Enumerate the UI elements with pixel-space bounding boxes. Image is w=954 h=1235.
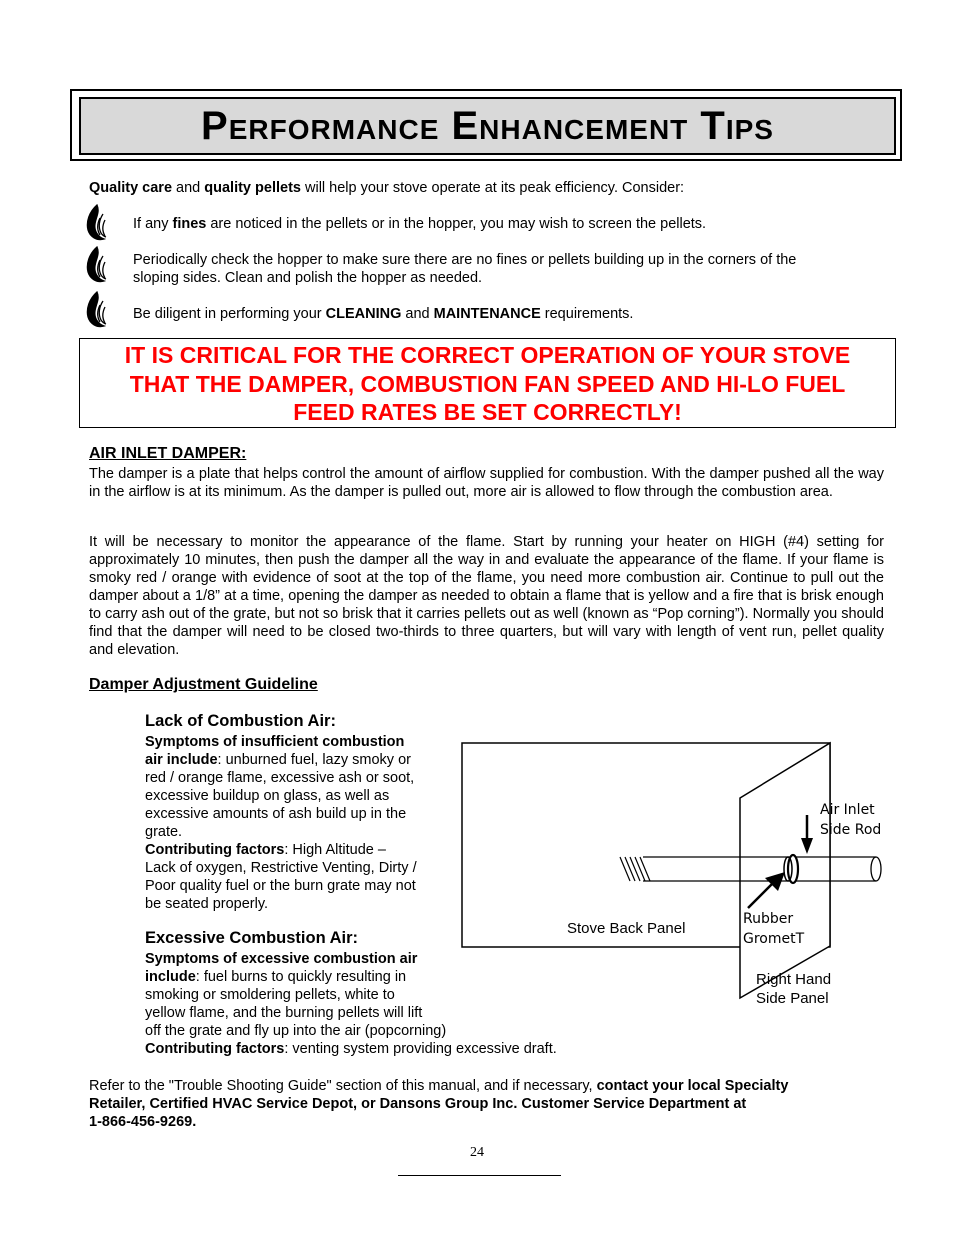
footer-bold-line-3: 1-866-456-9269. <box>89 1114 197 1130</box>
bullet-2-line-2: sloping sides. Clean and polish the hopper as needed. <box>133 270 483 286</box>
bullet-1 <box>133 215 706 233</box>
lack-factors-line: : High Altitude – <box>284 842 386 858</box>
page-title: Performance Enhancement Tips <box>201 104 774 148</box>
page-number: 24 <box>470 1145 484 1160</box>
excess-line: smoking or smoldering pellets, white to <box>145 987 395 1003</box>
flame-bullet-icon <box>85 246 107 284</box>
lack-line: excessive buildup on glass, as well as <box>145 788 390 804</box>
guideline-heading: Damper Adjustment Guideline <box>89 676 318 693</box>
air-inlet-label-2: Side Rod <box>820 822 882 838</box>
lack-factors-line: Poor quality fuel or the burn grate may not <box>145 878 416 894</box>
critical-line-2: THAT THE DAMPER, COMBUSTION FAN SPEED AND HI-LO FUEL <box>129 370 846 397</box>
critical-line-3: FEED RATES BE SET CORRECTLY! <box>293 399 682 425</box>
bullet-1-bold: fines <box>172 216 207 232</box>
excess-factors-text: : venting system providing excessive draft. <box>284 1041 557 1057</box>
lack-factors-line: be seated properly. <box>145 896 269 912</box>
footer-bold-line-2: Retailer, Certified HVAC Service Depot, or Dansons Group Inc. Customer Service Department at <box>89 1096 747 1112</box>
rod-end-cap <box>871 857 881 881</box>
lack-heading: Lack of Combustion Air: <box>145 712 336 730</box>
intro-bold-1: Quality care <box>89 180 173 196</box>
right-panel-label-1: Right Hand <box>756 971 832 988</box>
lack-symptoms-bold-2: air include <box>145 752 218 768</box>
rubber-label-2: GrometT <box>743 931 805 947</box>
critical-line-1: IT IS CRITICAL FOR THE CORRECT OPERATION OF YOUR STOVE <box>124 342 851 368</box>
lack-symptoms-bold-1: Symptoms of insufficient combustion <box>145 734 405 750</box>
air-inlet-para-2: It will be necessary to monitor the appearance of the flame. Start by running your heater on HIGH (#4) setting for approximately 10 minutes, then push the damper all the way in and evaluate the appearance of the flame. If your flame is smoky red / orange with evidence of soot at the top of the flame, you need more combustion air. Continue to pull out the damper about a 1/8” at a time, opening the damper as needed to obtain a flame that is yellow and a fire that is brisk enough to carry ash out of the grate, but not so brisk that it carries pellets out as well (known as “Pop corning”). Normally you should find that the damper will need to be closed two-thirds to three quarters, but will vary with length of vent run, pellet quality and elevation. <box>89 534 884 658</box>
rubber-label-1: Rubber <box>743 911 794 927</box>
damper-diagram <box>460 740 900 1010</box>
flame-bullet-icon <box>85 291 107 329</box>
air-inlet-label-1: Air Inlet <box>820 802 875 818</box>
footer-bold-1: contact your local Specialty <box>596 1078 789 1094</box>
footer-rule <box>398 1175 561 1176</box>
intro-text-2: and <box>172 180 205 196</box>
footer-paragraph <box>89 1077 887 1095</box>
flame-bullet-icon <box>85 204 107 242</box>
bullet-3-pre: Be diligent in performing your <box>133 306 326 322</box>
back-panel-label: Stove Back Panel <box>567 920 686 937</box>
lack-line: red / orange flame, excessive ash or soot, <box>145 770 415 786</box>
bullet-1-post: are noticed in the pellets or in the hopper, you may wish to screen the pellets. <box>206 216 707 232</box>
excess-heading: Excessive Combustion Air: <box>145 929 359 947</box>
lack-factors-bold: Contributing factors <box>145 842 285 858</box>
air-inlet-para-1: The damper is a plate that helps control the amount of airflow supplied for combustion. With the damper pushed all the way in the airflow is at its minimum. As the damper is pulled out, more air is allowed to flow through the combustion area. <box>89 466 884 500</box>
excess-symptoms-bold-2: include <box>145 969 196 985</box>
critical-warning-box <box>79 338 896 428</box>
bullet-3-post: requirements. <box>540 306 634 322</box>
bullet-2 <box>133 251 796 287</box>
bullet-3 <box>133 305 633 323</box>
lack-line: : unburned fuel, lazy smoky or <box>217 752 411 768</box>
excess-line: : fuel burns to quickly resulting in <box>195 969 407 985</box>
lack-line: grate. <box>145 824 183 840</box>
lack-factors-line: Lack of oxygen, Restrictive Venting, Dirty / <box>145 860 417 876</box>
title-box <box>79 97 896 155</box>
lack-details <box>145 733 445 913</box>
excess-line: yellow flame, and the burning pellets will lift <box>145 1005 423 1021</box>
excess-factors-bold: Contributing factors <box>145 1041 285 1057</box>
intro-text-4: will help your stove operate at its peak efficiency. Consider: <box>300 180 685 196</box>
bullet-3-bold-2: MAINTENANCE <box>433 306 541 322</box>
bullet-3-bold-1: CLEANING <box>325 306 402 322</box>
bullet-1-pre: If any <box>133 216 173 232</box>
footer-pre: Refer to the "Trouble Shooting Guide" section of this manual, and if necessary, <box>89 1078 597 1094</box>
excess-symptoms-bold-1: Symptoms of excessive combustion air <box>145 951 418 967</box>
intro-bold-2: quality pellets <box>204 180 301 196</box>
air-inlet-heading: AIR INLET DAMPER: <box>89 445 247 462</box>
intro-text <box>89 179 684 197</box>
excess-line: off the grate and fly up into the air (popcorning) <box>145 1023 447 1039</box>
bullet-2-line-1: Periodically check the hopper to make sure there are no fines or pellets building up in the corners of the <box>133 252 797 268</box>
right-panel-label-2: Side Panel <box>756 990 829 1007</box>
bullet-3-mid: and <box>401 306 434 322</box>
lack-line: excessive amounts of ash build up in the <box>145 806 407 822</box>
